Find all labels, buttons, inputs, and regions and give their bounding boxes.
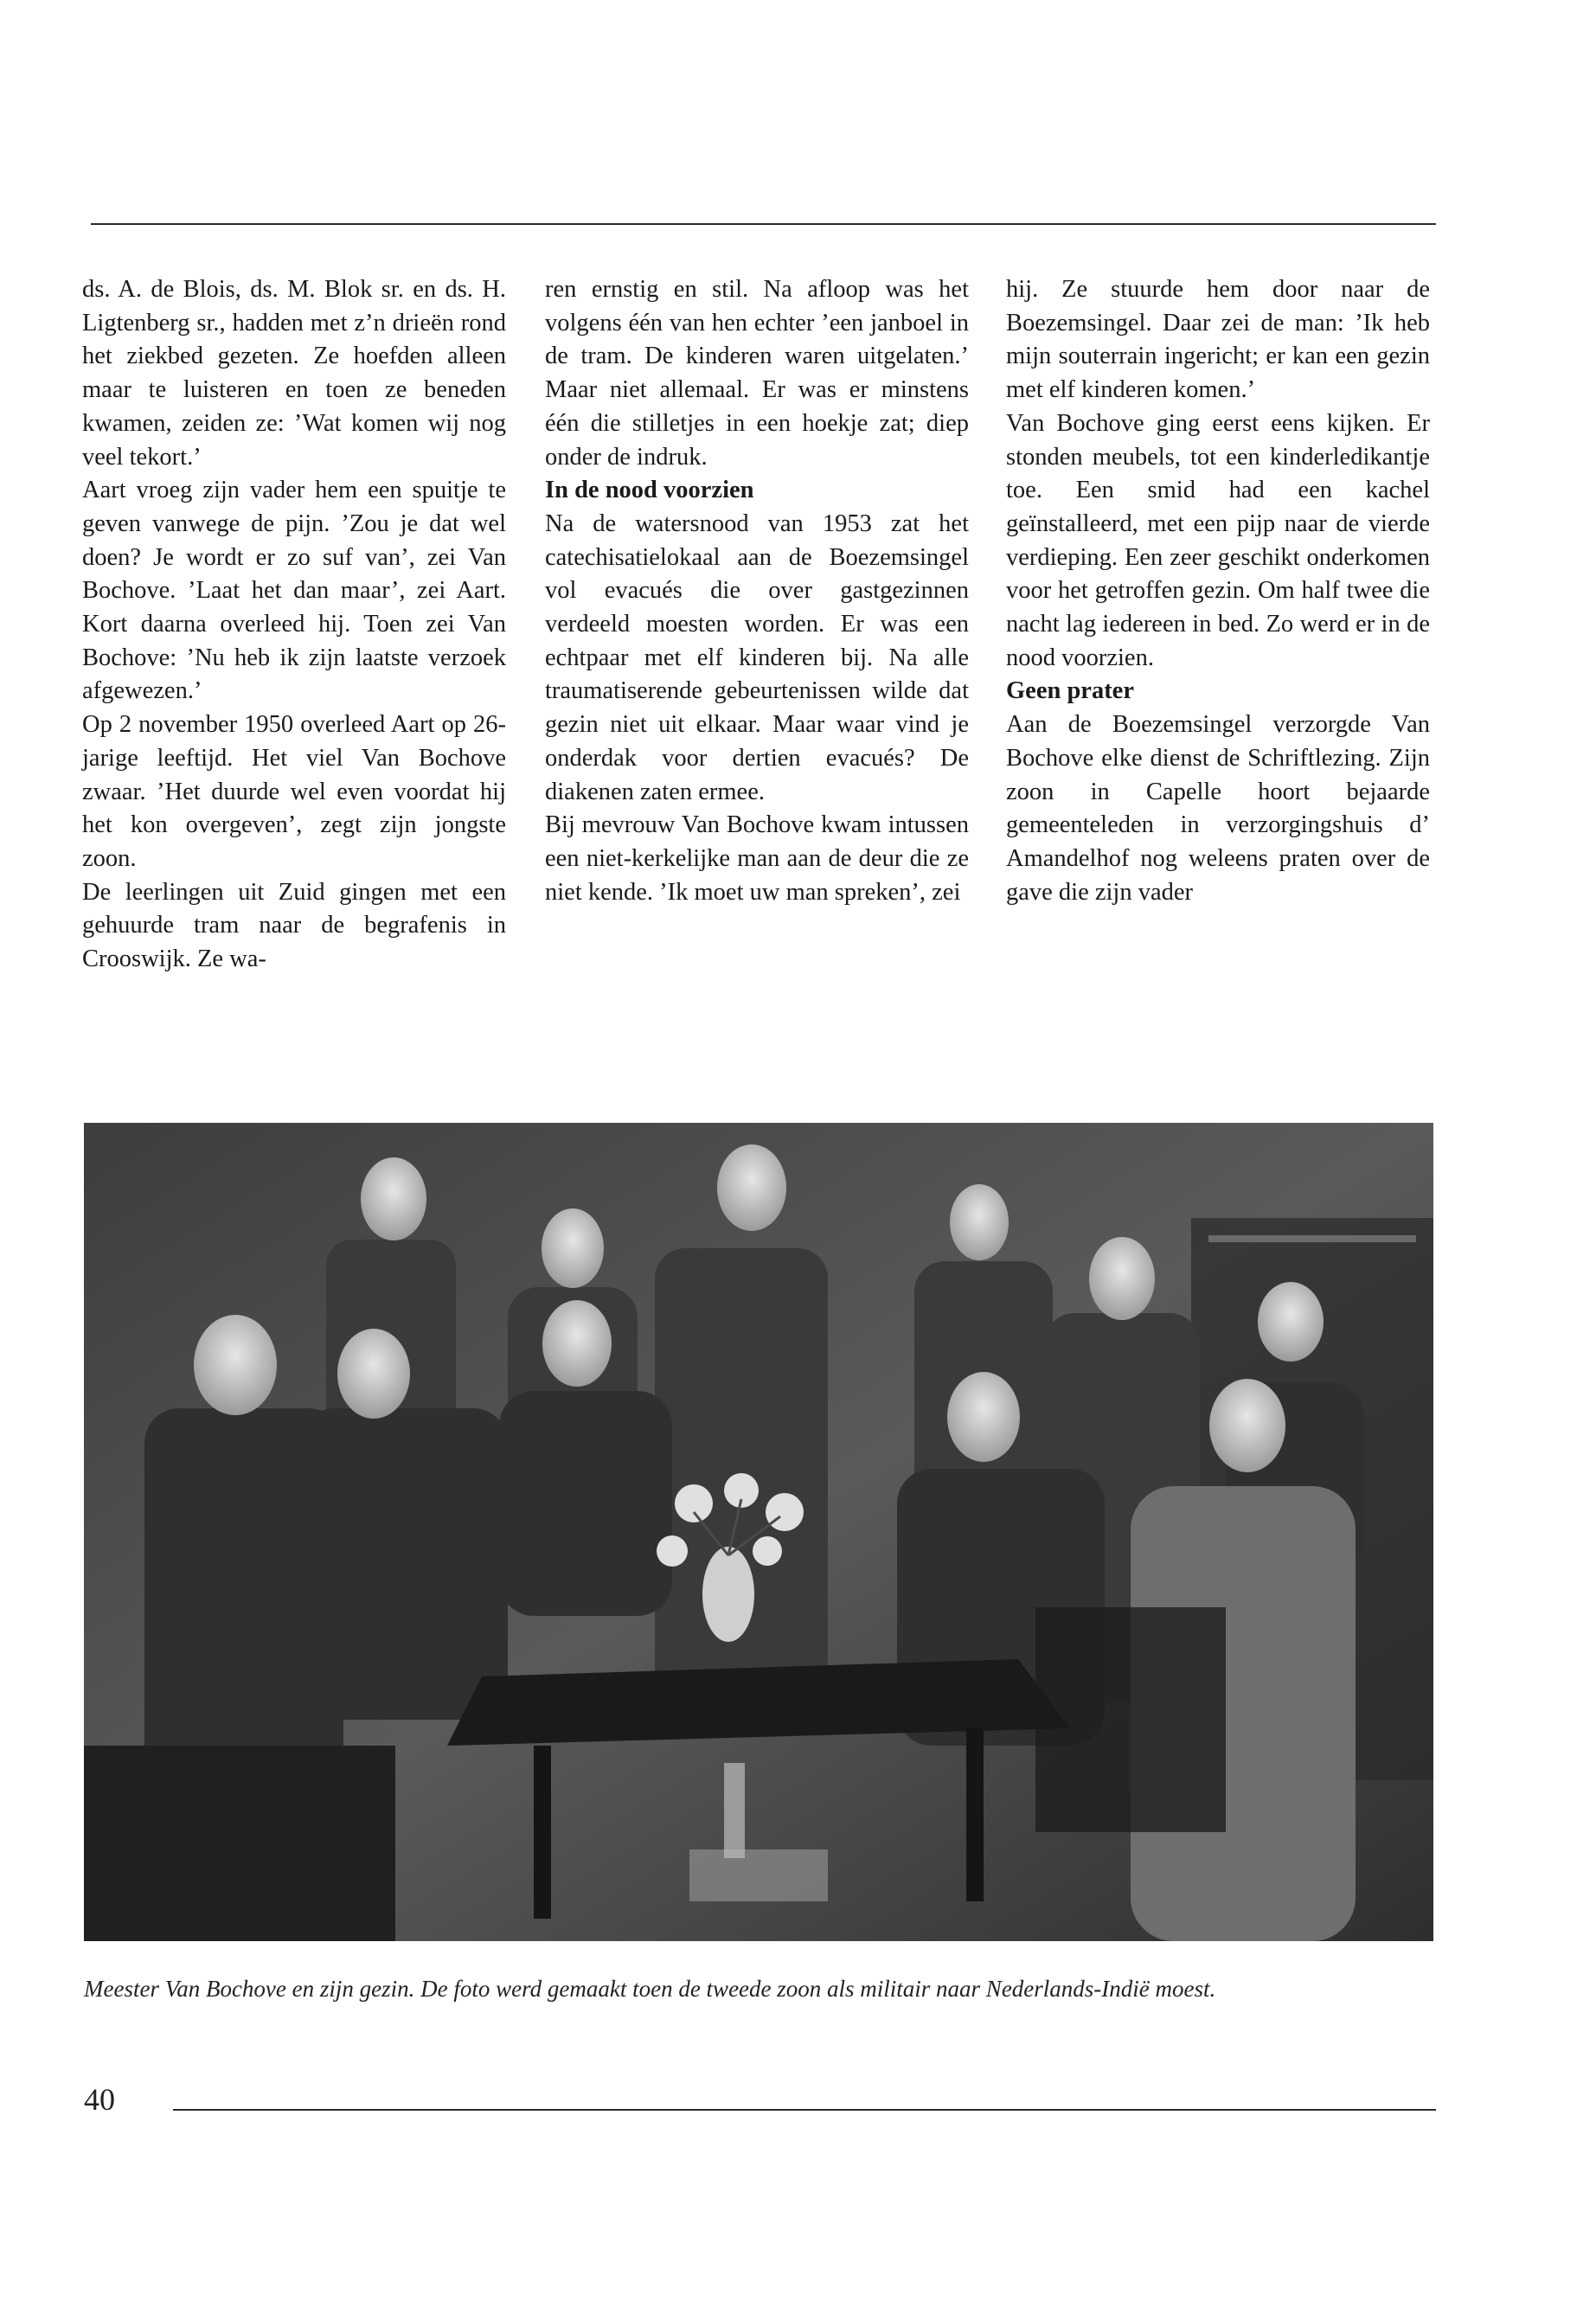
bottom-rule (173, 2109, 1436, 2111)
top-rule (91, 223, 1436, 225)
paragraph: Na de watersnood van 1953 zat het catechisatielokaal aan de Boezemsingel vol evacués die over gastgezinnen verdeeld moesten worden. Er was een echtpaar met elf kinderen bij. Na alle traumatiserende gebeurtenissen wilde dat gezin niet uit elkaar. Maar waar vind je onderdak voor dertien evacués? De diakenen zaten ermee. (545, 510, 969, 805)
family-photo-illustration (84, 1123, 1433, 1941)
text-column-3 (1006, 273, 1430, 909)
paragraph: ds. A. de Blois, ds. M. Blok sr. en ds. H. Ligtenberg sr., hadden met z’n drieën rond het ziekbed gezeten. Ze hoefden alleen maar te luisteren en toen ze beneden kwamen, zeiden ze: ’Wat komen wij nog veel tekort.’ (82, 276, 506, 471)
paragraph: Aan de Boezemsingel verzorgde Van Bochove elke dienst de Schriftlezing. Zijn zoon in Capelle hoort bejaarde gemeenteleden in verzorgingshuis d’ Amandelhof nog weleens praten over de gave die zijn vader (1006, 711, 1430, 906)
family-photo (84, 1123, 1433, 1941)
paragraph: hij. Ze stuurde hem door naar de Boezemsingel. Daar zei de man: ’Ik heb mijn souterrain ingericht; er kan een gezin met elf kinderen komen.’ (1006, 276, 1430, 404)
paragraph: Van Bochove ging eerst eens kijken. Er stonden meubels, tot een kinderledikantje toe. Een smid had een kachel geïnstalleerd, met een pijp naar de vierde verdieping. Een zeer geschikt onderkomen voor het getroffen gezin. Om half twee die nacht lag iedereen in bed. Zo werd er in de nood voorzien. (1006, 409, 1430, 671)
section-heading-prater: Geen prater (1006, 677, 1134, 705)
section-heading-nood: In de nood voorzien (545, 477, 754, 504)
paragraph: De leerlingen uit Zuid gingen met een gehuurde tram naar de begrafenis in Crooswijk. Ze wa- (82, 878, 506, 973)
paragraph: Bij mevrouw Van Bochove kwam intussen een niet-kerkelijke man aan de deur die ze niet kende. ’Ik moet uw man spreken’, zei (545, 811, 969, 906)
text-column-2 (545, 273, 969, 909)
paragraph: Aart vroeg zijn vader hem een spuitje te geven vanwege de pijn. ’Zou je dat wel doen? Je wordt er zo suf van’, zei Van Bochove. ’Laat het dan maar’, zei Aart. Kort daarna overleed hij. Toen zei Van Bochove: ’Nu heb ik zijn laatste verzoek afgewezen.’ (82, 477, 506, 705)
text-column-1 (82, 273, 506, 977)
paragraph: Op 2 november 1950 overleed Aart op 26-jarige leeftijd. Het viel Van Bochove zwaar. ’Het duurde wel even voordat hij het kon overgeven’, zegt zijn jongste zoon. (82, 711, 506, 872)
photo-caption: Meester Van Bochove en zijn gezin. De foto werd gemaakt toen de tweede zoon als militair naar Nederlands-Indië moest. (84, 1976, 1216, 2002)
page-number: 40 (84, 2082, 115, 2117)
paragraph: ren ernstig en stil. Na afloop was het volgens één van hen echter ’een janboel in de tram. De kinderen waren uitgelaten.’ Maar niet allemaal. Er was er minstens één die stilletjes in een hoekje zat; diep onder de indruk. (545, 276, 969, 471)
